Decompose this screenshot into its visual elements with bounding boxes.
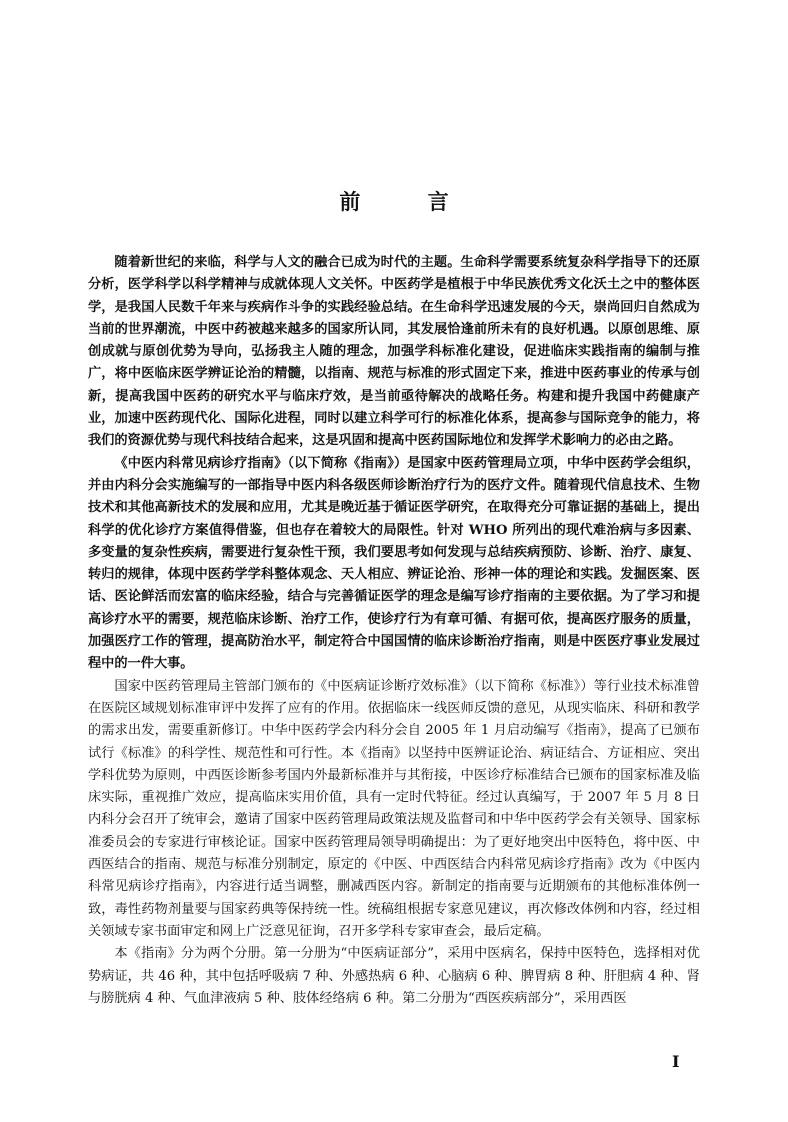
paragraph-3: 国家中医药管理局主管部门颁布的《中医病证诊断疗效标准》（以下简称《标准》）等行业技术标准曾在医院区域规划标准审评中发挥了应有的作用。依据临床一线医师反馈的意见，从现实临床、科研和教学的需求出发，需要重新修订。中华中医药学会内科分会自 2005 年 1 月启动编写《指南》，提高了已颁布试行《标准》的科学性、规范性和可行性。本《指南》以坚持中医辨证论治、病证结合、方证相应、突出学科优势为原则，中西医诊断参考国内外最新标准并与其衔接，中医诊疗标准结合已颁布的国家标准及临床实际，重视推广效应，提高临床实用价值，具有一定时代特征。经过认真编写，于 2007 年 5 月 8 日内科分会召开了统审会，邀请了国家中医药管理局政策法规及监督司和中华中医药学会有关领导、国家标准委员会的专家进行审核论证。国家中医药管理局领导明确提出：为了更好地突出中医特色，将中医、中西医结合的指南、规范与标准分别制定，原定的《中医、中西医结合内科常见病诊疗指南》改为《中医内科常见病诊疗指南》，内容进行适当调整，删减西医内容。新制定的指南要与近期颁布的其他标准体例一致，毒性药物剂量要与国家药典等保持统一性。统稿组根据专家意见建议，再次修改体例和内容，经过相关领域专家书面审定和网上广泛意见征询，召开多学科专家审查会，最后定稿。 <box>88 678 700 939</box>
page-title: 前 言 <box>339 189 479 214</box>
page-number: I <box>672 1052 680 1071</box>
body-text <box>88 252 700 1010</box>
paragraph-2: 《中医内科常见病诊疗指南》（以下简称《指南》）是国家中医药管理局立项，中华中医药学会组织，并由内科分会实施编写的一部指导中医内科各级医师诊断治疗行为的医疗文件。随着现代信息技术、生物技术和其他高新技术的发展和应用，尤其是晚近基于循证医学研究，在取得充分可靠证据的基础上，提出科学的优化诊疗方案值得借鉴，但也存在着较大的局限性。针对 WHO 所列出的现代难治病与多因素、多变量的复杂性疾病，需要进行复杂性干预，我们要思考如何发现与总结疾病预防、诊断、治疗、康复、转归的规律，体现中医药学学科整体观念、天人相应、辨证论治、形神一体的理论和实践。发掘医案、医话、医论鲜活而宏富的临床经验，结合与完善循证医学的理念是编写诊疗指南的主要依据。为了学习和提高诊疗水平的需要，规范临床诊断、治疗工作，使诊疗行为有章可循、有据可依，提高医疗服务的质量，加强医疗工作的管理，提高防治水平，制定符合中国国情的临床诊断治疗指南，则是中医医疗事业发展过程中的一件大事。 <box>88 455 700 672</box>
paragraph-4: 本《指南》分为两个分册。第一分册为“中医病证部分”，采用中医病名，保持中医特色，选择相对优势病证，共 46 种，其中包括呼吸病 7 种、外感热病 6 种、心脑病 6 种、脾胃病 8 种、肝胆病 4 种、肾与膀胱病 4 种、气血津液病 5 种、肢体经络病 6 种。第二分册为“西医疾病部分”，采用西医 <box>88 946 700 1006</box>
paragraph-1: 随着新世纪的来临，科学与人文的融合已成为时代的主题。生命科学需要系统复杂科学指导下的还原分析，医学科学以科学精神与成就体现人文关怀。中医药学是植根于中华民族优秀文化沃土之中的整体医学，是我国人民数千年来与疾病作斗争的实践经验总结。在生命科学迅速发展的今天，崇尚回归自然成为当前的世界潮流，中医中药被越来越多的国家所认同，其发展恰逢前所未有的良好机遇。以原创思维、原创成就与原创优势为导向，弘扬我主人随的理念，加强学科标准化建设，促进临床实践指南的编制与推广，将中医临床医学辨证论治的精髓，以指南、规范与标准的形式固定下来，推进中医药事业的传承与创新，提高我国中医药的研究水平与临床疗效，是当前亟待解决的战略任务。构建和提升我国中药健康产业，加速中医药现代化、国际化进程，同时以建立科学可行的标准化体系，提高参与国际竞争的能力，将我们的资源优势与现代科技结合起来，这是巩固和提高中医药国际地位和发挥学术影响力的必由之路。 <box>88 255 700 449</box>
